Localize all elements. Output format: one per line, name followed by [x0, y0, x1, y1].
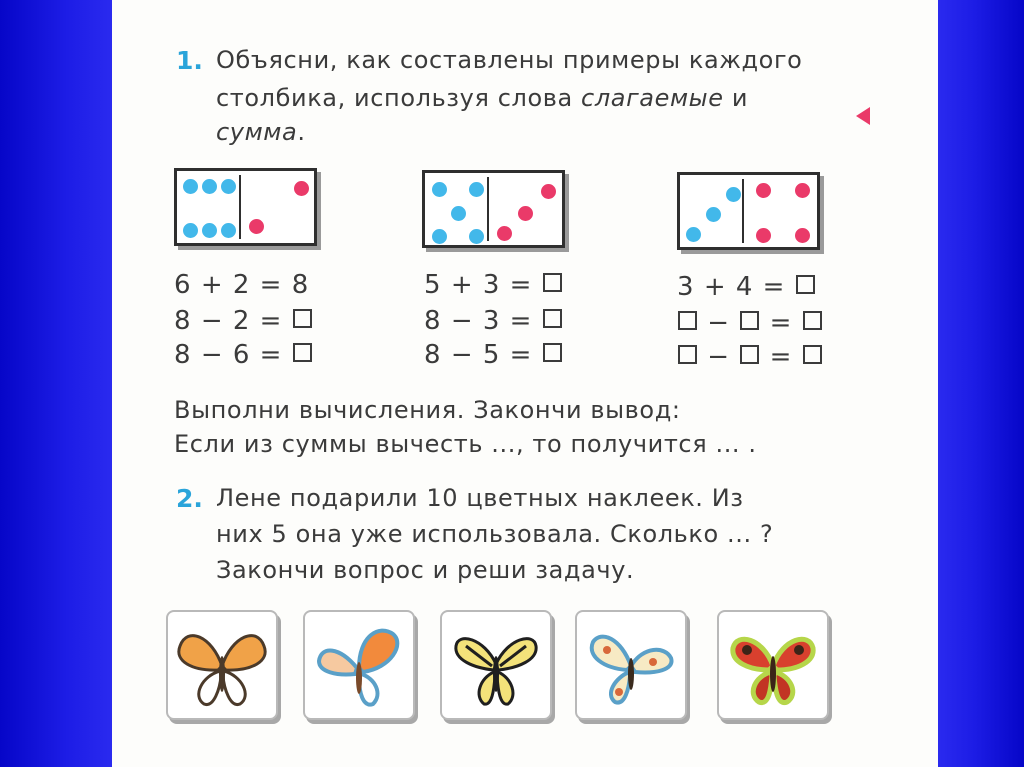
answer-box[interactable]	[803, 345, 822, 364]
operator: −	[707, 308, 731, 338]
answer-box[interactable]	[803, 311, 822, 330]
red-dot	[756, 228, 771, 243]
domino-card-2	[422, 170, 565, 248]
equation: 8 − 6 =	[174, 340, 313, 370]
instruction-line-1: Выполни вычисления. Закончи вывод:	[174, 396, 681, 424]
operand: 6	[232, 340, 251, 370]
operator: −	[450, 340, 474, 370]
operator: +	[703, 272, 727, 302]
term-summa: сумма	[216, 118, 298, 146]
term-slagaemye: слагаемые	[581, 84, 724, 112]
red-dot	[795, 183, 810, 198]
answer-box[interactable]	[293, 343, 312, 362]
task-1-line-2-end: и	[723, 84, 749, 112]
operator: −	[200, 306, 224, 336]
equation: 5 + 3 =	[424, 270, 563, 300]
right-frame-border	[938, 0, 1024, 767]
task-1-line-3	[216, 118, 306, 146]
red-dot	[756, 183, 771, 198]
task-1-line-2	[216, 84, 748, 112]
blue-dot	[469, 182, 484, 197]
answer-box[interactable]	[740, 311, 759, 330]
answer-box[interactable]	[678, 345, 697, 364]
operand: 3	[677, 272, 695, 302]
domino-divider	[742, 179, 744, 243]
blue-dot	[183, 223, 198, 238]
butterfly-sticker-3	[440, 610, 552, 720]
red-dot	[497, 226, 512, 241]
task-1-line-2-start: столбика, используя слова	[216, 84, 582, 112]
blue-dot	[686, 227, 701, 242]
butterfly-sticker-icon	[446, 616, 546, 716]
butterfly-sticker-5	[717, 610, 829, 720]
operand: 8	[174, 306, 192, 336]
blue-dot	[469, 229, 484, 244]
left-frame-border	[0, 0, 112, 767]
butterfly-sticker-icon	[172, 616, 272, 716]
blue-dot	[432, 182, 447, 197]
task-2-line-1: Лене подарили 10 цветных наклеек. Из	[216, 484, 744, 512]
butterfly-sticker-2	[303, 610, 415, 720]
butterfly-sticker-icon	[309, 616, 409, 716]
operand: 8	[424, 340, 442, 370]
equation: − =	[677, 342, 823, 372]
task-2-number: 2.	[176, 484, 203, 513]
butterfly-sticker-1	[166, 610, 278, 720]
operator: −	[707, 342, 731, 372]
operator: +	[450, 270, 474, 300]
task-2-line-2: них 5 она уже использовала. Сколько ... ?	[216, 520, 774, 548]
answer-box[interactable]	[543, 273, 562, 292]
red-dot	[294, 181, 309, 196]
domino-card-1	[174, 168, 317, 246]
butterfly-sticker-4	[575, 610, 687, 720]
instruction-line-2: Если из суммы вычесть ..., то получится ... .	[174, 430, 757, 458]
equation: 6 + 2 = 8	[174, 270, 310, 300]
task-1-line-3-end: .	[297, 118, 306, 146]
blue-dot	[451, 206, 466, 221]
butterfly-sticker-icon	[723, 616, 823, 716]
equation: − =	[677, 308, 823, 338]
red-dot	[518, 206, 533, 221]
operand: 5	[482, 340, 501, 370]
operand: 8	[174, 340, 192, 370]
operand: 2	[232, 270, 251, 300]
operator: −	[200, 340, 224, 370]
operand: 3	[482, 306, 501, 336]
answer-box[interactable]	[293, 309, 312, 328]
equation: 8 − 5 =	[424, 340, 563, 370]
blue-dot	[221, 179, 236, 194]
red-dot	[249, 219, 264, 234]
blue-dot	[726, 187, 741, 202]
operator: −	[450, 306, 474, 336]
operand: 6	[174, 270, 192, 300]
blue-dot	[183, 179, 198, 194]
textbook-page	[112, 0, 938, 767]
answer-box[interactable]	[543, 343, 562, 362]
domino-divider	[487, 177, 489, 241]
red-dot	[795, 228, 810, 243]
operand: 8	[424, 306, 442, 336]
blue-dot	[221, 223, 236, 238]
domino-card-3	[677, 172, 820, 250]
result: 8	[291, 270, 310, 300]
blue-dot	[202, 179, 217, 194]
operand: 3	[482, 270, 501, 300]
butterfly-sticker-icon	[581, 616, 681, 716]
operand: 5	[424, 270, 442, 300]
equation: 8 − 2 =	[174, 306, 313, 336]
operator: +	[200, 270, 224, 300]
task-2-line-3: Закончи вопрос и реши задачу.	[216, 556, 635, 584]
task-1-number: 1.	[176, 46, 203, 75]
equation: 3 + 4 =	[677, 272, 816, 302]
answer-box[interactable]	[740, 345, 759, 364]
answer-box[interactable]	[543, 309, 562, 328]
domino-divider	[239, 175, 241, 239]
margin-marker-icon	[856, 107, 870, 125]
task-1-line-1: Объясни, как составлены примеры каждого	[216, 46, 803, 74]
answer-box[interactable]	[678, 311, 697, 330]
blue-dot	[432, 229, 447, 244]
equation: 8 − 3 =	[424, 306, 563, 336]
blue-dot	[202, 223, 217, 238]
operand: 2	[232, 306, 251, 336]
answer-box[interactable]	[796, 275, 815, 294]
blue-dot	[706, 207, 721, 222]
operand: 4	[735, 272, 754, 302]
red-dot	[541, 184, 556, 199]
